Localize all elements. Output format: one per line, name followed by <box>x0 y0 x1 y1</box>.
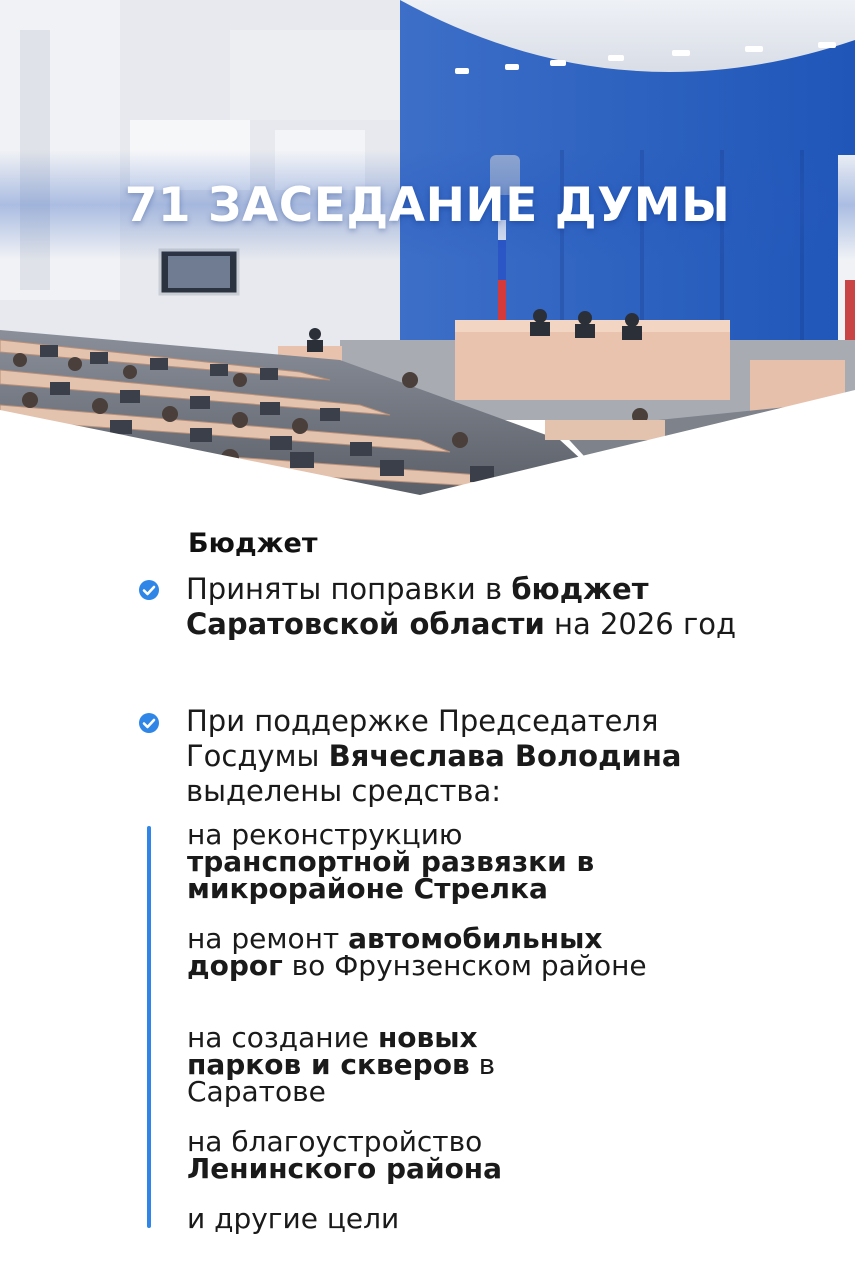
subitem-text-bold: транспортной развязки в микрорайоне Стрелка <box>187 845 595 905</box>
bullet-budget-amendments <box>186 572 746 642</box>
bullet-text-bold: Вячеслава Володина <box>328 739 682 773</box>
subitem-text-bold: Ленинского района <box>187 1152 503 1185</box>
assembly-hall-illustration <box>0 0 855 495</box>
subitem-transport-interchange <box>187 818 627 905</box>
subitem-text-bold: автомобильных дорог <box>187 922 603 982</box>
subitem-text: во Фрунзенском районе <box>282 949 647 982</box>
section-title: Бюджет <box>188 528 318 559</box>
check-circle-icon <box>138 712 160 734</box>
page-title: 71 ЗАСЕДАНИЕ ДУМЫ <box>124 178 731 233</box>
bullet-text: При поддержке Председателя Госдумы <box>186 704 659 773</box>
subitem-text: и другие цели <box>187 1202 400 1235</box>
bullet-text: на 2026 год <box>544 607 736 641</box>
hero-photo <box>0 0 855 495</box>
subitem-text-bold: новых парков и скверов <box>187 1021 478 1081</box>
subitem-text: на ремонт <box>187 922 349 955</box>
bullet-funds-allocated <box>186 704 746 809</box>
check-circle-icon <box>138 579 160 601</box>
subitem-text: в Саратове <box>187 1048 496 1108</box>
bullet-text: Приняты поправки в <box>186 572 512 606</box>
subitem-road-repair <box>187 922 667 982</box>
subitem-text: на реконструкцию <box>187 818 463 851</box>
sublist-accent-line <box>147 826 151 1228</box>
subitem-text: на благоустройство <box>187 1125 483 1158</box>
bullet-text: выделены средства: <box>186 774 502 808</box>
bullet-text-bold: бюджет Саратовской области <box>186 572 649 641</box>
subitem-lenin-district <box>187 1125 567 1185</box>
subitem-text: на создание <box>187 1021 378 1054</box>
subitem-parks <box>187 1021 547 1108</box>
subitem-other-goals <box>187 1202 567 1235</box>
